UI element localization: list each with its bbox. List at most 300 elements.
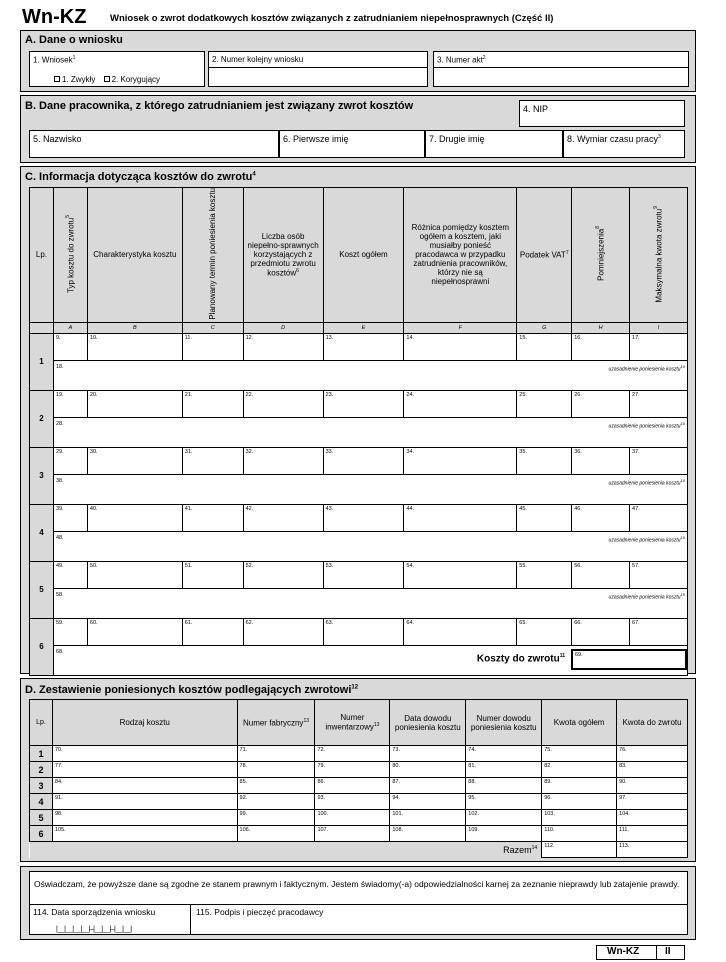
- cost-cell[interactable]: [53, 390, 87, 417]
- field-1-label: 1. Wniosek: [33, 55, 73, 65]
- section-c-title: C. Informacja dotycząca kosztów do zwrotu: [25, 171, 253, 183]
- cost-cell[interactable]: [243, 618, 323, 645]
- footer-part: II: [665, 946, 671, 957]
- summary-cell[interactable]: [315, 778, 390, 794]
- col-d: [243, 188, 323, 323]
- cost-cell[interactable]: [87, 618, 182, 645]
- colD-f: Kwota ogółem: [542, 700, 617, 746]
- field-number: 84.: [54, 779, 63, 785]
- checkbox-zwykly[interactable]: [54, 76, 60, 82]
- row-lp: 2: [30, 762, 53, 778]
- table-row: [30, 778, 688, 794]
- summary-cell[interactable]: [542, 778, 617, 794]
- row-lp: 2: [30, 390, 54, 447]
- summary-cell[interactable]: [617, 746, 688, 762]
- form-title: Wniosek o zwrot dodatkowych kosztów związanych z zatrudnianiem niepełnosprawnych (Część II): [110, 13, 554, 24]
- field-number: 10.: [89, 334, 98, 341]
- footnote-ref: 3: [657, 134, 661, 140]
- field-number: 14.: [406, 334, 415, 341]
- col-letter: A: [53, 322, 87, 333]
- cost-cell[interactable]: [630, 618, 688, 645]
- justification-cell[interactable]: [53, 360, 687, 390]
- field-number: 30.: [89, 448, 98, 455]
- field-number: 66.: [574, 619, 582, 626]
- cost-cell[interactable]: [323, 447, 404, 474]
- field-number: 38.: [55, 477, 64, 484]
- cost-cell[interactable]: [572, 447, 630, 474]
- table-row: [30, 794, 688, 810]
- section-b-title: B. Dane pracownika, z którego zatrudnianiem jest związany zwrot kosztów: [25, 100, 414, 112]
- summary-cell[interactable]: [466, 826, 542, 842]
- cost-cell[interactable]: [87, 333, 182, 360]
- field-number: 32.: [245, 448, 254, 455]
- cost-cell[interactable]: [182, 561, 243, 588]
- field-number: 55.: [519, 562, 527, 569]
- justification-cell[interactable]: [53, 588, 687, 618]
- summary-cell[interactable]: [466, 746, 542, 762]
- field-number: 102.: [468, 811, 479, 817]
- col-h: [572, 188, 630, 323]
- field-number: 50.: [89, 562, 98, 569]
- field-number: 52.: [245, 562, 254, 569]
- summary-cell[interactable]: [542, 810, 617, 826]
- cost-cell[interactable]: [323, 504, 404, 531]
- cost-cell[interactable]: [404, 504, 517, 531]
- field-number: 34.: [406, 448, 415, 455]
- field-number: 27.: [632, 391, 640, 398]
- col-a-label: Typ kosztu do zwrotu: [66, 217, 76, 293]
- cost-cell[interactable]: [517, 504, 572, 531]
- cost-cell[interactable]: [572, 333, 630, 360]
- summary-cell[interactable]: [390, 778, 466, 794]
- colD-c-label: Numer inwentarzowy: [325, 713, 374, 732]
- summary-cell[interactable]: [390, 794, 466, 810]
- field-number: 100.: [317, 811, 329, 817]
- field-number: 29.: [55, 448, 64, 455]
- footnote-ref: 12: [351, 684, 359, 691]
- field-115-label: 115. Podpis i pieczęć pracodawcy: [196, 907, 324, 917]
- colD-b: [237, 700, 315, 746]
- statement-box: [29, 871, 688, 935]
- field-number: 49.: [55, 562, 64, 569]
- field-number: 77.: [54, 763, 63, 769]
- field-number: 109.: [468, 827, 479, 833]
- field-number: 112.: [544, 843, 555, 849]
- field-number: 91.: [54, 795, 63, 801]
- cost-cell[interactable]: [243, 504, 323, 531]
- field-number: 79.: [317, 763, 326, 769]
- justification-cell[interactable]: [53, 531, 687, 561]
- summary-cell[interactable]: [466, 762, 542, 778]
- section-c: [20, 166, 696, 674]
- field-3-numer-akt[interactable]: [433, 51, 689, 87]
- summary-cell[interactable]: [617, 826, 688, 842]
- col-c: [182, 188, 243, 323]
- summary-cell[interactable]: [542, 762, 617, 778]
- cost-cell[interactable]: [53, 333, 87, 360]
- field-number: 35.: [519, 448, 527, 455]
- footnote-ref: 9: [653, 205, 660, 209]
- col-letter: H: [572, 322, 630, 333]
- cost-cell[interactable]: [243, 333, 323, 360]
- summary-cell[interactable]: [52, 746, 237, 762]
- row-lp: 1: [30, 746, 53, 762]
- summary-cell[interactable]: [315, 746, 390, 762]
- field-number: 86.: [317, 779, 326, 785]
- cost-cell[interactable]: [182, 504, 243, 531]
- field-number: 31.: [184, 448, 193, 455]
- row-lp: 5: [30, 561, 54, 618]
- form-code: Wn-KZ: [22, 6, 87, 28]
- footer-code: Wn-KZ: [607, 946, 640, 957]
- justification-text: uzasadnienie poniesienia kosztu: [608, 366, 681, 373]
- summary-cell[interactable]: [237, 810, 315, 826]
- table-row-total: [30, 842, 688, 858]
- table-row: [30, 810, 688, 826]
- cost-cell[interactable]: [572, 390, 630, 417]
- colD-lp: Lp.: [30, 700, 53, 746]
- field-number: 113.: [619, 843, 630, 849]
- footer-code-box: [596, 945, 685, 960]
- field-number: 85.: [239, 779, 248, 785]
- col-i-label: Maksymalna kwota zwrotu: [654, 208, 664, 303]
- field-number: 103.: [544, 811, 555, 817]
- footnote-ref: 13: [303, 717, 309, 724]
- summary-cell[interactable]: [52, 762, 237, 778]
- field-number: 20.: [89, 391, 98, 398]
- cost-cell[interactable]: [404, 618, 517, 645]
- table-row-justification: [30, 531, 688, 561]
- justification-label: [609, 478, 685, 487]
- cost-cell[interactable]: [517, 390, 572, 417]
- col-letter: G: [517, 322, 572, 333]
- col-d-label: Liczba osób niepełno-sprawnych korzystających z przedmiotu zwrotu kosztów: [247, 231, 319, 278]
- footnote-ref: 10: [680, 477, 685, 483]
- cost-cell[interactable]: [517, 618, 572, 645]
- table-row-justification: [30, 360, 688, 390]
- summary-cell[interactable]: [617, 810, 688, 826]
- field-number: 48.: [55, 534, 64, 541]
- field-number: 12.: [245, 334, 254, 341]
- summary-cell[interactable]: [542, 794, 617, 810]
- summary-cell[interactable]: [237, 746, 315, 762]
- cost-cell[interactable]: [182, 618, 243, 645]
- summary-cell[interactable]: [315, 762, 390, 778]
- field-number: 43.: [325, 505, 334, 512]
- footnote-ref: 10: [680, 534, 685, 540]
- summary-cell[interactable]: [390, 762, 466, 778]
- cost-cell[interactable]: [630, 447, 688, 474]
- field-2-numer-kolejny[interactable]: [208, 51, 428, 87]
- field-number: 94.: [392, 795, 401, 801]
- footnote-ref: 5: [65, 214, 72, 218]
- cost-cell[interactable]: [517, 447, 572, 474]
- cost-cell[interactable]: [404, 333, 517, 360]
- field-number: 36.: [574, 448, 582, 455]
- row-lp: 4: [30, 504, 54, 561]
- field-number: 101.: [392, 811, 404, 817]
- row-lp: 5: [30, 810, 53, 826]
- cost-cell[interactable]: [243, 561, 323, 588]
- field-number: 81.: [468, 763, 476, 769]
- cost-cell[interactable]: [87, 504, 182, 531]
- table-row-justification: [30, 474, 688, 504]
- cost-cell[interactable]: [630, 333, 688, 360]
- justification-cell[interactable]: [53, 417, 687, 447]
- field-number: 17.: [632, 334, 640, 341]
- col-letter: E: [323, 322, 404, 333]
- field-number: 42.: [245, 505, 254, 512]
- summary-cell[interactable]: [315, 826, 390, 842]
- field-number: 18.: [55, 363, 64, 370]
- cost-cell[interactable]: [323, 333, 404, 360]
- summary-total-cell[interactable]: [617, 842, 688, 858]
- field-number: 89.: [544, 779, 552, 785]
- justification-text: uzasadnienie poniesienia kosztu: [608, 537, 681, 544]
- colD-d: Data dowodu poniesienia kosztu: [390, 700, 466, 746]
- col-letter: F: [404, 322, 517, 333]
- section-d: [20, 678, 696, 862]
- summary-cell[interactable]: [237, 794, 315, 810]
- field-number: 98.: [54, 811, 63, 817]
- justification-label: [609, 421, 685, 430]
- cost-cell[interactable]: [572, 504, 630, 531]
- summary-cell[interactable]: [617, 778, 688, 794]
- cost-cell[interactable]: [53, 561, 87, 588]
- field-number: 105.: [54, 827, 66, 833]
- cost-cell[interactable]: [243, 447, 323, 474]
- summary-cell[interactable]: [237, 762, 315, 778]
- statement-text: Oświadczam, że powyższe dane są zgodne ze stanem prawnym i faktycznym. Jestem świadomy(-a) odpowiedzialności karnej za zeznanie nieprawdy lub zatajenie prawdy.: [34, 879, 680, 889]
- cost-cell[interactable]: [517, 333, 572, 360]
- col-b: Charakterystyka kosztu: [87, 188, 182, 323]
- footnote-ref: 4: [252, 171, 256, 178]
- field-number: 76.: [619, 747, 627, 753]
- field-number: 72.: [317, 747, 326, 753]
- cost-cell[interactable]: [404, 561, 517, 588]
- cost-cell[interactable]: [53, 504, 87, 531]
- field-number: 99.: [239, 811, 248, 817]
- colD-e: Numer dowodu poniesienia kosztu: [466, 700, 542, 746]
- field-number: 45.: [519, 505, 527, 512]
- field-number: 46.: [574, 505, 582, 512]
- summary-cell[interactable]: [315, 794, 390, 810]
- col-letter: I: [630, 322, 688, 333]
- field-number: 60.: [89, 619, 98, 626]
- cost-cell[interactable]: [53, 447, 87, 474]
- field-number: 22.: [245, 391, 254, 398]
- cost-cell[interactable]: [53, 618, 87, 645]
- field-number: 44.: [406, 505, 415, 512]
- field-number: 96.: [544, 795, 552, 801]
- field-number: 41.: [184, 505, 193, 512]
- section-d-title: D. Zestawienie poniesionych kosztów podlegających zwrotowi: [25, 684, 352, 696]
- col-lp-letter: [30, 322, 54, 333]
- summary-cell[interactable]: [617, 794, 688, 810]
- summary-total-label: [30, 842, 542, 858]
- col-e: Koszt ogółem: [323, 188, 404, 323]
- cost-cell[interactable]: [572, 618, 630, 645]
- colD-b-label: Numer fabryczny: [242, 718, 304, 728]
- colD-g: Kwota do zwrotu: [617, 700, 688, 746]
- section-a-title: A. Dane o wniosku: [25, 34, 123, 46]
- cost-cell[interactable]: [182, 447, 243, 474]
- field-number: 21.: [184, 391, 193, 398]
- justification-cell[interactable]: [53, 474, 687, 504]
- row-lp: 3: [30, 778, 53, 794]
- summary-cell[interactable]: [52, 826, 237, 842]
- option-korygujacy: 2. Korygujący: [111, 75, 161, 84]
- field-number: 65.: [519, 619, 527, 626]
- field-number: 108.: [392, 827, 404, 833]
- field-number: 87.: [392, 779, 401, 785]
- field-5-label: 5. Nazwisko: [33, 134, 82, 144]
- field-7-drugie-imie[interactable]: [425, 130, 563, 158]
- justification-label: [609, 364, 685, 373]
- summary-cell[interactable]: [390, 746, 466, 762]
- summary-table: [29, 699, 688, 858]
- field-number: 16.: [574, 334, 582, 341]
- cost-cell[interactable]: [182, 390, 243, 417]
- field-number: 53.: [325, 562, 334, 569]
- field-number: 25.: [519, 391, 527, 398]
- field-number: 24.: [406, 391, 415, 398]
- field-69-costs-total[interactable]: [571, 649, 687, 670]
- cost-cell[interactable]: [630, 504, 688, 531]
- cost-cell[interactable]: [323, 390, 404, 417]
- field-number: 82.: [544, 763, 552, 769]
- option-zwykly: 1. Zwykły: [62, 75, 96, 84]
- footnote-ref: 7: [565, 249, 569, 256]
- colD-a: Rodzaj kosztu: [52, 700, 237, 746]
- cost-cell[interactable]: [404, 390, 517, 417]
- justification-label: [609, 535, 685, 544]
- col-h-label: Pomniejszenia: [596, 229, 606, 282]
- field-3-label: 3. Numer akt: [437, 55, 483, 65]
- field-1-wniosek: [29, 51, 205, 87]
- field-6-pierwsze-imie[interactable]: [279, 130, 425, 158]
- cost-cell[interactable]: [572, 561, 630, 588]
- field-number: 88.: [468, 779, 476, 785]
- col-a: [53, 188, 87, 323]
- table-row: [30, 447, 688, 474]
- section-b: [20, 95, 696, 163]
- summary-cell[interactable]: [52, 794, 237, 810]
- field-number: 107.: [317, 827, 329, 833]
- field-4-nip[interactable]: [519, 100, 685, 127]
- cost-cell[interactable]: [323, 561, 404, 588]
- field-number: 37.: [632, 448, 640, 455]
- cost-cell[interactable]: [323, 618, 404, 645]
- field-number: 23.: [325, 391, 334, 398]
- cost-cell[interactable]: [87, 390, 182, 417]
- section-a: [20, 30, 696, 92]
- cost-cell[interactable]: [87, 561, 182, 588]
- summary-cell[interactable]: [390, 826, 466, 842]
- col-letter: C: [182, 322, 243, 333]
- summary-cell[interactable]: [237, 826, 315, 842]
- col-i: [630, 188, 688, 323]
- summary-cell[interactable]: [237, 778, 315, 794]
- summary-cell[interactable]: [466, 810, 542, 826]
- summary-cell[interactable]: [542, 746, 617, 762]
- field-number: 80.: [392, 763, 401, 769]
- cost-cell[interactable]: [517, 561, 572, 588]
- costs-total-label: [477, 653, 565, 664]
- field-number: 57.: [632, 562, 640, 569]
- colD-c: [315, 700, 390, 746]
- summary-cell[interactable]: [52, 778, 237, 794]
- table-row-justification: [30, 588, 688, 618]
- field-number: 97.: [619, 795, 627, 801]
- field-number: 28.: [55, 420, 64, 427]
- summary-cell[interactable]: [390, 810, 466, 826]
- row-lp: 6: [30, 826, 53, 842]
- field-number: 104.: [619, 811, 630, 817]
- summary-cell[interactable]: [617, 762, 688, 778]
- summary-cell[interactable]: [52, 810, 237, 826]
- field-8-wymiar-czasu[interactable]: [563, 130, 685, 158]
- footnote-ref: 6: [296, 267, 299, 274]
- field-114-label: 114. Data sporządzenia wniosku: [33, 907, 156, 917]
- cost-cell[interactable]: [243, 390, 323, 417]
- col-g-label: Podatek VAT: [519, 250, 566, 260]
- table-row-justification: [30, 417, 688, 447]
- checkbox-korygujacy[interactable]: [104, 76, 110, 82]
- field-5-nazwisko[interactable]: [29, 130, 279, 158]
- summary-cell[interactable]: [542, 826, 617, 842]
- row-lp: 1: [30, 333, 54, 390]
- summary-cell[interactable]: [466, 794, 542, 810]
- field-number: 58.: [55, 591, 64, 598]
- summary-total-text: Razem: [503, 844, 532, 855]
- justification-text: uzasadnienie poniesienia kosztu: [608, 480, 681, 487]
- field-number: 93.: [317, 795, 326, 801]
- summary-total-cell[interactable]: [542, 842, 617, 858]
- field-2-label: 2. Numer kolejny wniosku: [212, 55, 304, 64]
- field-number: 40.: [89, 505, 98, 512]
- field-number: 54.: [406, 562, 415, 569]
- field-number: 74.: [468, 747, 476, 753]
- field-number: 51.: [184, 562, 193, 569]
- field-number: 47.: [632, 505, 640, 512]
- table-row: [30, 333, 688, 360]
- field-4-label: 4. NIP: [523, 104, 549, 114]
- cost-cell[interactable]: [182, 333, 243, 360]
- field-number: 39.: [55, 505, 64, 512]
- field-number: 15.: [519, 334, 527, 341]
- field-number: 73.: [392, 747, 401, 753]
- cost-cell[interactable]: [404, 447, 517, 474]
- field-number: 13.: [325, 334, 334, 341]
- table-row: [30, 561, 688, 588]
- cost-cell[interactable]: [630, 390, 688, 417]
- row-lp: 4: [30, 794, 53, 810]
- field-number: 67.: [632, 619, 640, 626]
- footnote-ref: 1: [72, 55, 76, 61]
- section-e: [20, 866, 696, 940]
- col-c-label: Planowany termin poniesienia kosztu: [208, 188, 218, 320]
- summary-cell[interactable]: [466, 778, 542, 794]
- field-114-date[interactable]: |__|__|__|__|–|__|__|–|__|__|: [56, 926, 132, 933]
- field-number: 26.: [574, 391, 582, 398]
- footnote-ref: 11: [559, 653, 565, 659]
- summary-cell[interactable]: [315, 810, 390, 826]
- cost-cell[interactable]: [87, 447, 182, 474]
- footnote-ref: 10: [680, 591, 685, 597]
- cost-cell[interactable]: [630, 561, 688, 588]
- field-number: 110.: [544, 827, 555, 833]
